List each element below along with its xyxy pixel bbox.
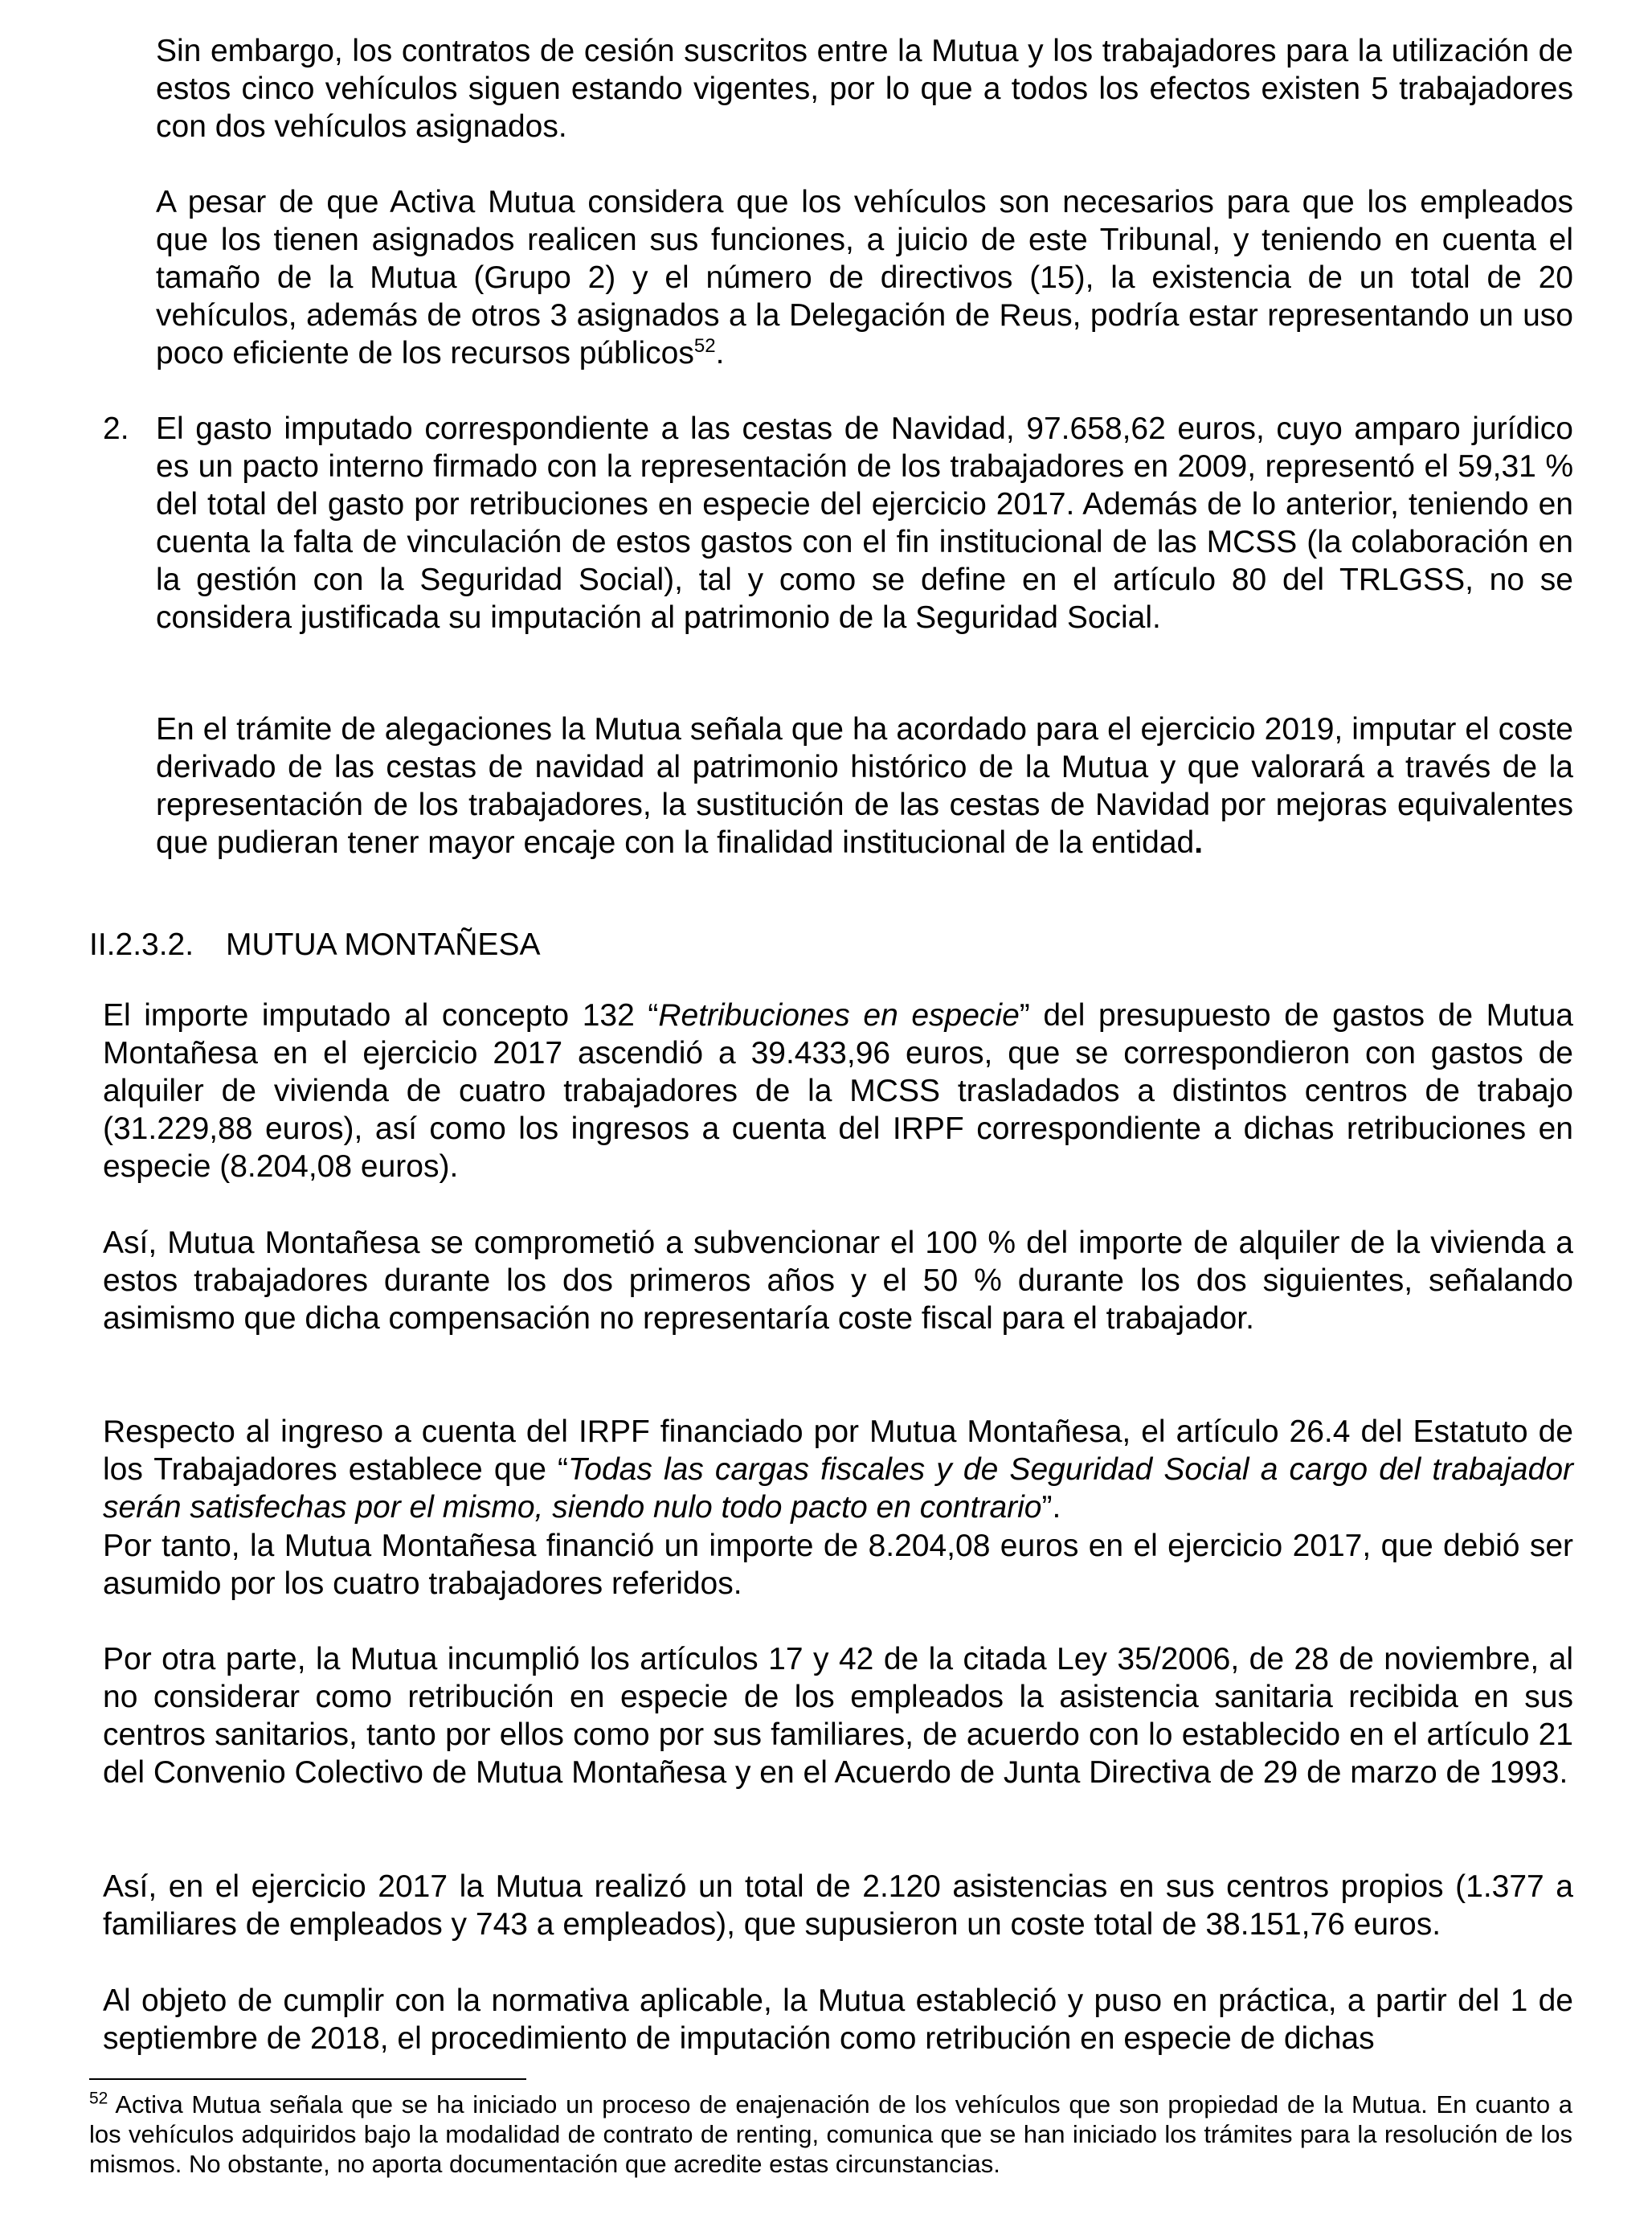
list-item-number: 2. — [103, 411, 129, 446]
paragraph-healthcare-breach: Por otra parte, la Mutua incumplió los artículos 17 y 42 de la citada Ley 35/2006, de 28 de noviembre, al no considerar como retribución en especie de los empleados la asistencia sanitaria recibida en sus centros sanitarios, tanto por ellos como por sus familiares, de acuerdo con lo establecido en el artículo 21 del Convenio Colectivo de Mutua Montañesa y en el Acuerdo de Junta Directiva de 29 de marzo de 1993. — [103, 1642, 1573, 1790]
section-number: II.2.3.2. — [89, 927, 194, 962]
footnote-divider — [89, 2078, 526, 2080]
section-title: MUTUA MONTAÑESA — [226, 927, 541, 962]
footnote-text: Activa Mutua señala que se ha iniciado un proceso de enajenación de los vehículos que son propiedad de la Mutua. En cuanto a los vehículos adquiridos bajo la modalidad de contrato de renting, comunica que se han iniciado los trámites para la resolución de los mismos. No obstante, no aporta documentación que acredite estas circunstancias. — [89, 2090, 1572, 2178]
paragraph-alegaciones: En el trámite de alegaciones la Mutua señala que ha acordado para el ejercicio 2019, imputar el coste derivado de las cestas de navidad al patrimonio histórico de la Mutua y que valorará a través de la representación de los trabajadores, la sustitución de las cestas de Navidad por mejoras equivalentes que pudieran tener mayor encaje con la finalidad institucional de la entidad. — [156, 712, 1573, 860]
paragraph-assistance-count: Así, en el ejercicio 2017 la Mutua realizó un total de 2.120 asistencias en sus centros propios (1.377 a familiares de empleados y 743 a empleados), que supusieron un coste total de 38.151,76 euros. — [103, 1869, 1573, 1942]
paragraph-compliance-procedure: Al objeto de cumplir con la normativa aplicable, la Mutua estableció y puso en práctica, a partir del 1 de septiembre de 2018, el procedimiento de imputación como retribución en especie de dichas — [103, 1983, 1573, 2056]
paragraph-vehicle-contracts: Sin embargo, los contratos de cesión suscritos entre la Mutua y los trabajadores para la utilización de estos cinco vehículos siguen estando vigentes, por lo que a todos los efectos existen 5 trabajadores con dos vehículos asignados. — [156, 34, 1573, 144]
list-item-christmas-baskets: El gasto imputado correspondiente a las cestas de Navidad, 97.658,62 euros, cuyo amparo jurídico es un pacto interno firmado con la representación de los trabajadores en 2009, representó el 59,31 % del total del gasto por retribuciones en especie del ejercicio 2017. Además de lo anterior, teniendo en cuenta la falta de vinculación de estos gastos con el fin institucional de las MCSS (la colaboración en la gestión con la Seguridad Social), tal y como se define en el artículo 80 del TRLGSS, no se considera justificada su imputación al patrimonio de la Seguridad Social. — [156, 411, 1573, 635]
paragraph-irpf-statute: Respecto al ingreso a cuenta del IRPF financiado por Mutua Montañesa, el artículo 26.4 del Estatuto de los Trabajadores establece que “Todas las cargas fiscales y de Seguridad Social a cargo del trabajador serán satisfechas por el mismo, siendo nulo todo pacto en contrario”. — [103, 1414, 1573, 1525]
footnote-reference[interactable]: 52 — [693, 335, 716, 357]
footnote-number: 52 — [89, 2089, 108, 2108]
paragraph-imputed-amount: El importe imputado al concepto 132 “Retribuciones en especie” del presupuesto de gastos de Mutua Montañesa en el ejercicio 2017 ascendió a 39.433,96 euros, que se correspondieron con gastos de alquiler de vivienda de cuatro trabajadores de la MCSS trasladados a distintos centros de trabajo (31.229,88 euros), así como los ingresos a cuenta del IRPF correspondiente a dichas retribuciones en especie (8.204,08 euros). — [103, 998, 1573, 1184]
footnote-52 — [89, 2090, 1572, 2179]
paragraph-rent-subsidy: Así, Mutua Montañesa se comprometió a subvencionar el 100 % del importe de alquiler de la vivienda a estos trabajadores durante los dos primeros años y el 50 % durante los dos siguientes, señalando asimismo que dicha compensación no representaría coste fiscal para el trabajador. — [103, 1226, 1573, 1336]
paragraph-financed-amount: Por tanto, la Mutua Montañesa financió un importe de 8.204,08 euros en el ejercicio 2017, que debió ser asumido por los cuatro trabajadores referidos. — [103, 1529, 1573, 1601]
paragraph-vehicle-opinion: A pesar de que Activa Mutua considera que los vehículos son necesarios para que los empleados que los tienen asignados realicen sus funciones, a juicio de este Tribunal, y teniendo en cuenta el tamaño de la Mutua (Grupo 2) y el número de directivos (15), la existencia de un total de 20 vehículos, además de otros 3 asignados a la Delegación de Reus, podría estar representando un uso poco eficiente de los recursos públicos$^{52}$. — [156, 185, 1573, 370]
section-heading — [89, 926, 540, 964]
